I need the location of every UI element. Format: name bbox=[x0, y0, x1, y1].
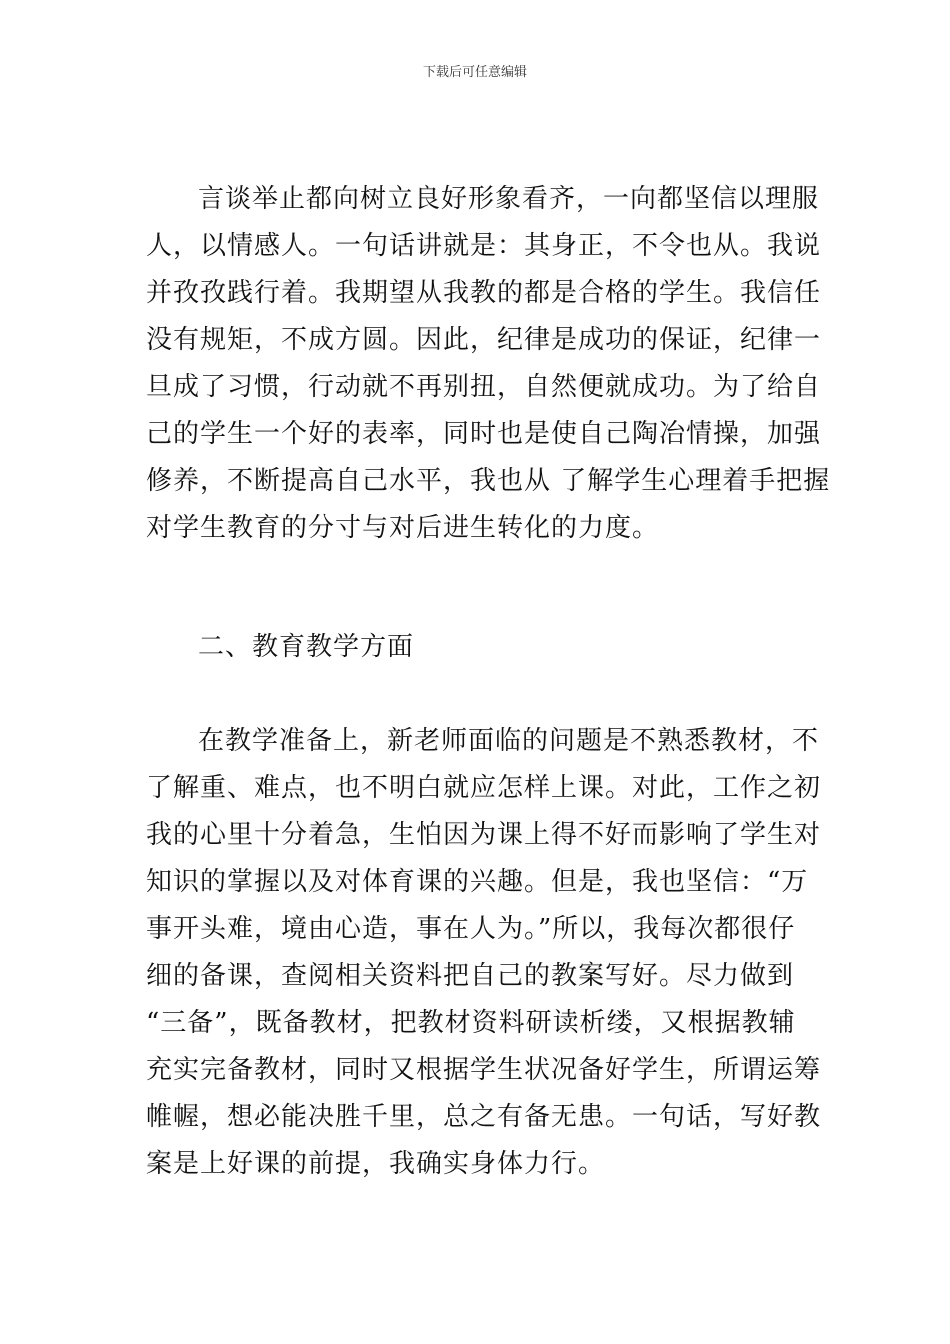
paragraph-line: 没有规矩，不成方圆。因此，纪律是成功的保证，纪律一 bbox=[146, 325, 822, 355]
paragraph-line: 充实完备教材，同时又根据学生状况备好学生，所谓运筹 bbox=[146, 1055, 822, 1085]
paragraph-line: 知识的掌握以及对体育课的兴趣。但是，我也坚信：“万 bbox=[146, 867, 809, 897]
paragraph-line: 我的心里十分着急，生怕因为课上得不好而影响了学生对 bbox=[146, 820, 822, 850]
paragraph-line: 对学生教育的分寸与对后进生转化的力度。 bbox=[146, 513, 660, 543]
paragraph-line: 己的学生一个好的表率，同时也是使自己陶冶情操，加强 bbox=[146, 419, 822, 449]
paragraph-line: “三备”，既备教材，把教材资料研读析缕，又根据教辅 bbox=[146, 1008, 796, 1038]
paragraph-teaching-preparation bbox=[146, 718, 822, 1188]
paragraph-line: 言谈举止都向树立良好形象看齐，一向都坚信以理服 bbox=[198, 184, 820, 214]
paragraph-line: 修养，不断提高自己水平，我也从 了解学生心理着手把握 bbox=[146, 466, 831, 496]
section-heading: 二、教育教学方面 bbox=[198, 632, 415, 662]
paragraph-conduct bbox=[146, 176, 831, 552]
paragraph-line: 人，以情感人。一句话讲就是：其身正，不令也从。我说 bbox=[146, 231, 822, 261]
paragraph-line: 案是上好课的前提，我确实身体力行。 bbox=[146, 1149, 606, 1179]
paragraph-line: 细的备课，查阅相关资料把自己的教案写好。尽力做到 bbox=[146, 961, 795, 991]
paragraph-line: 了解重、难点，也不明白就应怎样上课。对此，工作之初 bbox=[146, 773, 822, 803]
paragraph-line: 在教学准备上，新老师面临的问题是不熟悉教材，不 bbox=[198, 726, 820, 756]
paragraph-line: 帷幄，想必能决胜千里，总之有备无患。一句话，写好教 bbox=[146, 1102, 822, 1132]
paragraph-line: 旦成了习惯，行动就不再别扭，自然便就成功。为了给自 bbox=[146, 372, 822, 402]
page-header-note: 下载后可任意编辑 bbox=[422, 65, 527, 80]
paragraph-line: 事开头难，境由心造，事在人为。”所以，我每次都很仔 bbox=[146, 914, 796, 944]
paragraph-line: 并孜孜践行着。我期望从我教的都是合格的学生。我信任 bbox=[146, 278, 822, 308]
